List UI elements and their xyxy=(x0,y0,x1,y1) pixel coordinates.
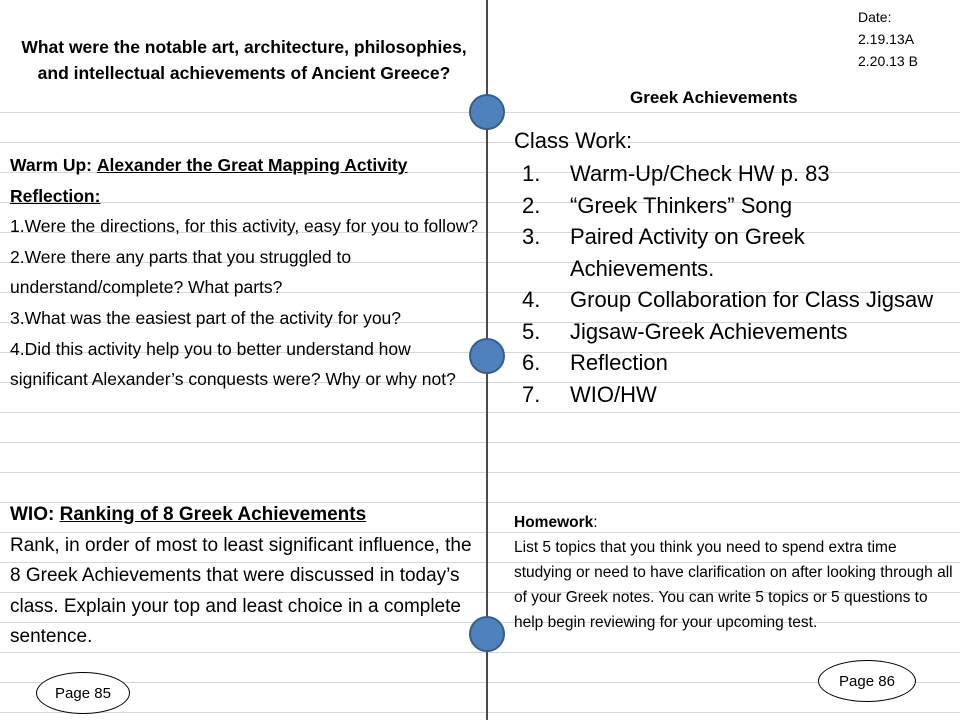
rule-line xyxy=(0,682,960,683)
warm-up-topic: Alexander the Great Mapping Activity Reflection: xyxy=(10,155,408,206)
warm-up-heading xyxy=(10,150,482,211)
wio-label: WIO: xyxy=(10,504,55,525)
list-item xyxy=(514,379,944,411)
rule-line xyxy=(0,472,960,473)
list-text: “Greek Thinkers” Song xyxy=(570,192,793,218)
list-text: WIO/HW xyxy=(570,381,657,407)
list-text: Reflection xyxy=(570,350,668,375)
warm-up-question: 2.Were there any parts that you struggled to understand/complete? What parts? xyxy=(10,246,352,298)
wio-body: Rank, in order of most to least significant influence, the 8 Greek Achievements that were discussed in today’s class. Explain your top and least choice in a complete sentence. xyxy=(10,534,472,647)
list-number: 2. xyxy=(522,192,541,218)
wio-topic: Ranking of 8 Greek Achievements xyxy=(59,504,367,525)
list-item xyxy=(514,190,944,222)
homework-colon: : xyxy=(593,514,598,531)
rule-line xyxy=(0,712,960,713)
date-block xyxy=(858,6,918,72)
rule-line xyxy=(0,442,960,443)
homework-heading xyxy=(514,510,954,535)
rule-line xyxy=(0,412,960,413)
list-item xyxy=(514,158,944,190)
page-number-right: Page 86 xyxy=(818,660,916,702)
page-number-left: Page 85 xyxy=(36,672,130,714)
page-title: Greek Achievements xyxy=(630,88,798,107)
homework-label: Homework xyxy=(514,514,594,531)
list-item xyxy=(514,347,944,379)
class-work-section xyxy=(514,124,944,410)
list-item xyxy=(514,221,944,284)
homework-body: List 5 topics that you think you need to spend extra time studying or need to have clarification on after looking through all of your Greek notes. You can write 5 topics or 5 questions to help begin reviewing for your upcoming test. xyxy=(514,539,953,631)
list-text: Jigsaw-Greek Achievements xyxy=(570,318,848,344)
warm-up-label: Warm Up: xyxy=(10,155,92,175)
warm-up-question: 3.What was the easiest part of the activity for you? xyxy=(10,307,402,328)
wio-section xyxy=(10,500,482,653)
list-number: 6. xyxy=(522,350,541,375)
essential-question: What were the notable art, architecture, philosophies, and intellectual achievements of Ancient Greece? xyxy=(21,37,467,83)
wio-heading xyxy=(10,500,482,531)
warm-up-question: 4.Did this activity help you to better understand how significant Alexander’s conquests were? Why or why not? xyxy=(10,338,456,390)
list-number: 1. xyxy=(522,161,541,186)
list-number: 7. xyxy=(522,381,541,407)
warm-up-question: 1.Were the directions, for this activity, easy for you to follow? xyxy=(10,216,479,237)
warm-up-section xyxy=(10,150,482,395)
list-item xyxy=(514,284,944,316)
date-label: Date: xyxy=(858,9,892,25)
list-item xyxy=(514,316,944,348)
list-number: 4. xyxy=(522,287,541,312)
date-b: 2.20.13 B xyxy=(858,53,918,69)
list-number: 5. xyxy=(522,318,541,344)
list-text: Group Collaboration for Class Jigsaw xyxy=(570,287,934,312)
class-work-list xyxy=(514,158,944,410)
list-text: Paired Activity on Greek Achievements. xyxy=(570,224,805,281)
list-number: 3. xyxy=(522,224,541,249)
date-a: 2.19.13A xyxy=(858,31,915,47)
homework-section xyxy=(514,510,954,635)
list-text: Warm-Up/Check HW p. 83 xyxy=(570,161,830,186)
binder-ring-icon xyxy=(469,94,505,130)
class-work-title: Class Work: xyxy=(514,128,633,153)
